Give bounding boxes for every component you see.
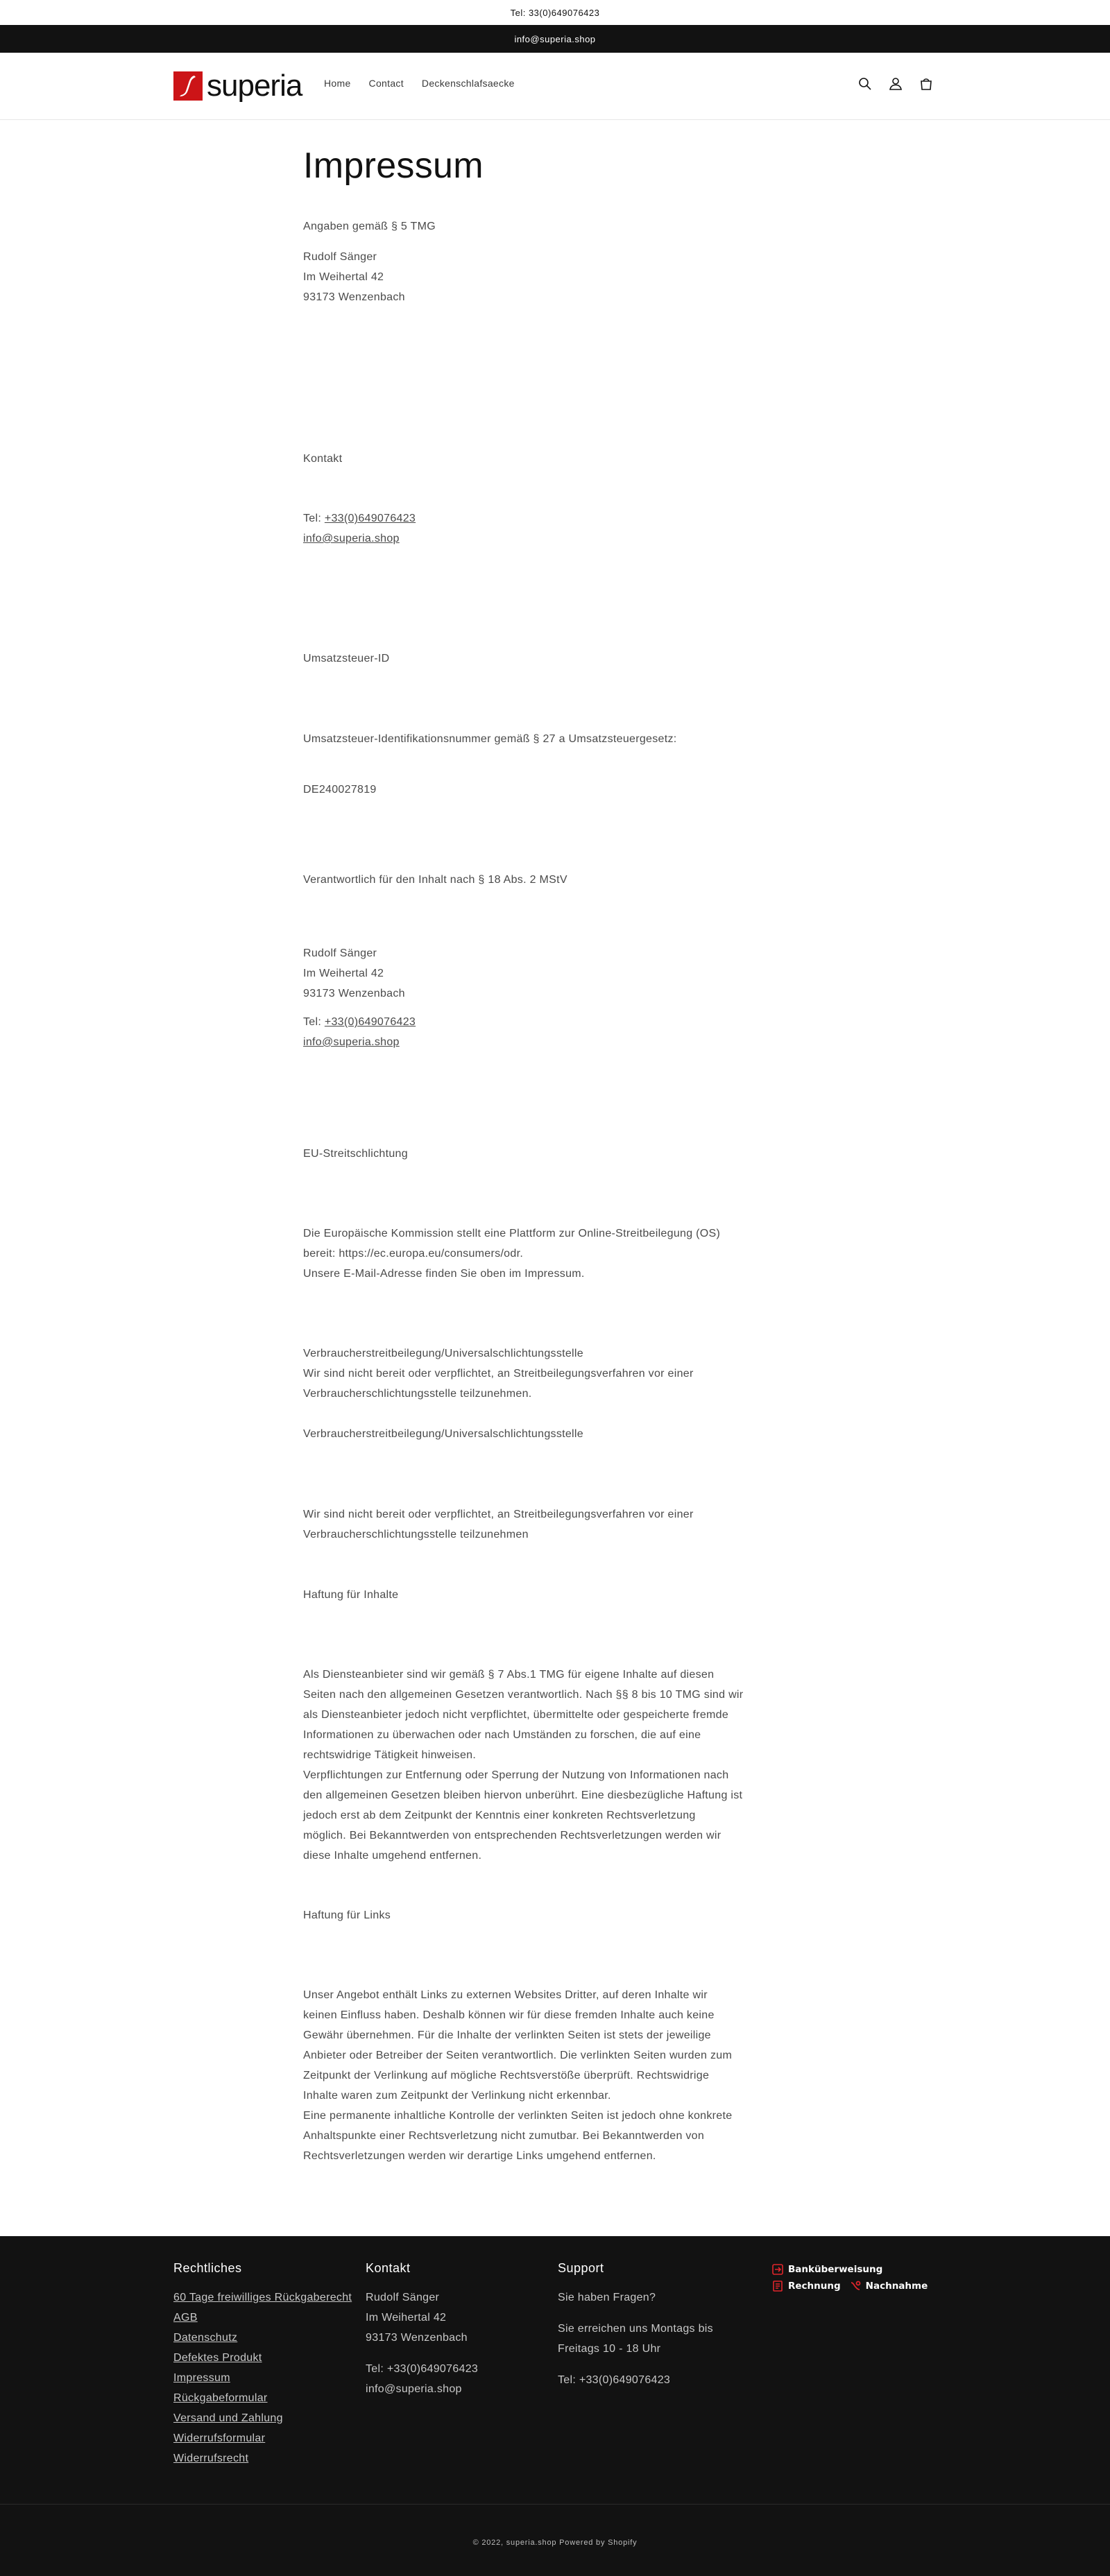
- text-line: Informationen zu überwachen oder nach Umständen zu forschen, die auf eine: [303, 1729, 701, 1741]
- heading-haftung-links: [303, 1905, 789, 1925]
- footer-contact: [366, 2261, 478, 2399]
- account-icon[interactable]: [888, 76, 903, 92]
- text-line: Wir sind nicht bereit oder verpflichtet, an Streitbeilegungsverfahren vor einer: [303, 1509, 694, 1520]
- paragraph-contact: [303, 508, 789, 549]
- text-line: Wir sind nicht bereit oder verpflichtet, an Streitbeilegungsverfahren vor einer: [303, 1368, 694, 1380]
- payment-bank-label: Banküberweisung: [788, 2264, 883, 2275]
- announcement-email[interactable]: info@superia.shop: [514, 33, 596, 44]
- text-line: Anhaltspunkte einer Rechtsverletzung nicht zumutbar. Bei Bekanntwerden von: [303, 2130, 705, 2142]
- footer-legal: [173, 2261, 352, 2468]
- header-icons: [857, 76, 934, 92]
- phone-link[interactable]: +33(0)649076423: [324, 513, 416, 524]
- paragraph-verbraucher-1: [303, 1343, 789, 1404]
- text-line: bereit: https://ec.europa.eu/consumers/odr.: [303, 1248, 524, 1260]
- logo[interactable]: [173, 69, 302, 103]
- search-icon[interactable]: [857, 76, 873, 92]
- text-line: Haftung für Inhalte: [303, 1589, 399, 1601]
- text-line: EU-Streitschlichtung: [303, 1148, 408, 1160]
- paragraph-address-2: [303, 943, 789, 1004]
- footer-link-rueckgabeformular[interactable]: Rückgabeformular: [173, 2392, 268, 2404]
- heading-ust-id: [303, 649, 789, 669]
- text-line: jedoch erst ab dem Zeitpunkt der Kenntnis einer konkreten Rechtsverletzung: [303, 1810, 696, 1821]
- email-link[interactable]: info@superia.shop: [303, 1036, 400, 1048]
- text-line: rechtswidrige Tätigkeit hinweisen.: [303, 1749, 477, 1761]
- heading-kontakt: [303, 449, 789, 469]
- nav-deckenschlafsaecke[interactable]: Deckenschlafsaecke: [421, 78, 515, 89]
- footer-contact-name: Rudolf Sänger: [366, 2292, 440, 2303]
- text-line: Zeitpunkt der Verlinkung auf mögliche Rechtsverstöße überprüft. Rechtswidrige: [303, 2070, 710, 2081]
- footer-contact-email: info@superia.shop: [366, 2383, 462, 2395]
- footer-contact-city: 93173 Wenzenbach: [366, 2332, 468, 2344]
- text-line: als Diensteanbieter jedoch nicht verpflichtet, übermittelte oder gespeicherte fremde: [303, 1709, 729, 1721]
- page-title: Impressum: [303, 146, 484, 186]
- footer-link-datenschutz[interactable]: Datenschutz: [173, 2332, 238, 2344]
- footer-link-versand[interactable]: Versand und Zahlung: [173, 2412, 283, 2424]
- vat-number: [303, 780, 789, 800]
- text-line: Tel:: [303, 513, 325, 524]
- payment-bank: [771, 2261, 928, 2278]
- text-line: Tel:: [303, 1016, 325, 1028]
- paragraph-contact-2: [303, 1012, 789, 1052]
- text-line: Verantwortlich für den Inhalt nach § 18 Abs. 2 MStV: [303, 874, 567, 886]
- paragraph-eu-streit: [303, 1223, 789, 1284]
- text-line: Angaben gemäß § 5 TMG: [303, 221, 436, 232]
- text-line: Seiten nach den allgemeinen Gesetzen verantwortlich. Nach §§ 8 bis 10 TMG sind wir: [303, 1689, 744, 1701]
- text-line: 93173 Wenzenbach: [303, 291, 405, 303]
- footer-support-heading: Support: [558, 2261, 604, 2275]
- text-line: Die Europäische Kommission stellt eine Plattform zur Online-Streitbeilegung (OS): [303, 1228, 721, 1239]
- email-link[interactable]: info@superia.shop: [303, 533, 400, 544]
- bank-transfer-icon: [771, 2263, 784, 2276]
- logo-text: superia: [207, 69, 302, 103]
- text-line: Verbraucherstreitbeilegung/Universalschlichtungsstelle: [303, 1428, 583, 1440]
- text-line: Umsatzsteuer-ID: [303, 653, 390, 664]
- text-line: Unser Angebot enthält Links zu externen Websites Dritter, auf deren Inhalte wir: [303, 1989, 708, 2001]
- paragraph-verbraucher-2: [303, 1504, 789, 1545]
- text-line: Gewähr übernehmen. Für die Inhalte der verlinkten Seiten ist stets der jeweilige: [303, 2029, 711, 2041]
- paragraph-ust-text: [303, 729, 789, 749]
- footer-link-impressum[interactable]: Impressum: [173, 2372, 230, 2384]
- text-line: keinen Einfluss haben. Deshalb können wir für diese fremden Inhalte auch keine: [303, 2009, 715, 2021]
- cash-on-delivery-icon: [849, 2280, 862, 2292]
- payment-methods: [771, 2261, 928, 2294]
- footer-contact-heading: Kontakt: [366, 2261, 411, 2275]
- heading-eu-streit: [303, 1144, 789, 1164]
- text-line: Anbieter oder Betreiber der Seiten verantwortlich. Die verlinkten Seiten wurden zum: [303, 2050, 733, 2061]
- text-line: Im Weihertal 42: [303, 271, 384, 283]
- footer-link-defektes-produkt[interactable]: Defektes Produkt: [173, 2352, 262, 2364]
- text-line: 93173 Wenzenbach: [303, 988, 405, 999]
- text-line: Verpflichtungen zur Entfernung oder Sperrung der Nutzung von Informationen nach: [303, 1769, 729, 1781]
- cart-icon[interactable]: [919, 76, 934, 92]
- text-line: Haftung für Links: [303, 1909, 391, 1921]
- paragraph-haftung-inhalte: [303, 1665, 789, 1866]
- text-line: Im Weihertal 42: [303, 968, 384, 979]
- text-line: den allgemeinen Gesetzen bleiben hiervon unberührt. Eine diesbezügliche Haftung ist: [303, 1789, 743, 1801]
- text-line: DE240027819: [303, 784, 377, 796]
- payment-invoice-label: Rechnung: [788, 2281, 841, 2292]
- copyright: © 2022, superia.shop Powered by Shopify: [472, 2539, 638, 2547]
- text-line: Umsatzsteuer-Identifikationsnummer gemäß § 27 a Umsatzsteuergesetz:: [303, 733, 677, 745]
- heading-haftung-inhalte: [303, 1585, 789, 1605]
- text-line: Verbraucherstreitbeilegung/Universalschlichtungsstelle: [303, 1348, 583, 1359]
- footer-contact-phone: Tel: +33(0)649076423: [366, 2363, 479, 2375]
- logo-mark-icon: [173, 71, 203, 101]
- text-line: Rudolf Sänger: [303, 251, 377, 263]
- paragraph-address: [303, 247, 789, 307]
- paragraph-haftung-links: [303, 1985, 789, 2166]
- nav-contact[interactable]: Contact: [368, 78, 404, 89]
- announcement-bar-phone: [0, 0, 1110, 25]
- footer-link-rueckgaberecht[interactable]: 60 Tage freiwilliges Rückgaberecht: [173, 2292, 352, 2303]
- footer-support-hours-1: Sie erreichen uns Montags bis: [558, 2323, 713, 2335]
- footer-support-phone: Tel: +33(0)649076423: [558, 2374, 671, 2386]
- announcement-bar-email: [0, 25, 1110, 53]
- footer-legal-heading: Rechtliches: [173, 2261, 242, 2275]
- paragraph-angaben: [303, 216, 789, 237]
- footer-link-agb[interactable]: AGB: [173, 2312, 198, 2324]
- text-line: Rudolf Sänger: [303, 947, 377, 959]
- site-footer: [0, 2236, 1110, 2576]
- text-line: Inhalte waren zum Zeitpunkt der Verlinkung nicht erkennbar.: [303, 2090, 611, 2102]
- footer-contact-street: Im Weihertal 42: [366, 2312, 447, 2324]
- announcement-phone: Tel: 33(0)649076423: [510, 7, 600, 18]
- text-line: Verbraucherschlichtungsstelle teilzunehmen: [303, 1529, 529, 1540]
- footer-divider: [0, 2504, 1110, 2505]
- text-line: Rechtsverletzungen werden wir derartige Links umgehend entfernen.: [303, 2150, 656, 2162]
- payment-cod-label: Nachnahme: [865, 2281, 928, 2292]
- text-line: Unsere E-Mail-Adresse finden Sie oben im Impressum.: [303, 1268, 585, 1280]
- text-line: Verbraucherschlichtungsstelle teilzunehmen.: [303, 1388, 532, 1400]
- text-line: Kontakt: [303, 453, 343, 465]
- footer-link-widerrufsformular[interactable]: Widerrufsformular: [173, 2432, 266, 2444]
- phone-link[interactable]: +33(0)649076423: [324, 1016, 416, 1028]
- footer-link-widerrufsrecht[interactable]: Widerrufsrecht: [173, 2453, 249, 2464]
- heading-verantwortlich: [303, 870, 789, 890]
- text-line: diese Inhalte umgehend entfernen.: [303, 1850, 482, 1862]
- footer-support-question: Sie haben Fragen?: [558, 2292, 656, 2303]
- footer-support: [558, 2261, 713, 2390]
- text-line: Eine permanente inhaltliche Kontrolle der verlinkten Seiten ist jedoch ohne konkrete: [303, 2110, 733, 2122]
- site-header: [0, 53, 1110, 120]
- text-line: Als Diensteanbieter sind wir gemäß § 7 Abs.1 TMG für eigene Inhalte auf diesen: [303, 1669, 715, 1681]
- nav-home[interactable]: Home: [324, 78, 351, 89]
- heading-verbraucher: [303, 1424, 789, 1444]
- footer-support-hours-2: Freitags 10 - 18 Uhr: [558, 2343, 661, 2355]
- invoice-icon: [771, 2280, 784, 2292]
- main-nav: [324, 78, 533, 89]
- text-line: möglich. Bei Bekanntwerden von entsprechenden Rechtsverletzungen werden wir: [303, 1830, 722, 1841]
- payment-invoice-cod: [771, 2278, 928, 2294]
